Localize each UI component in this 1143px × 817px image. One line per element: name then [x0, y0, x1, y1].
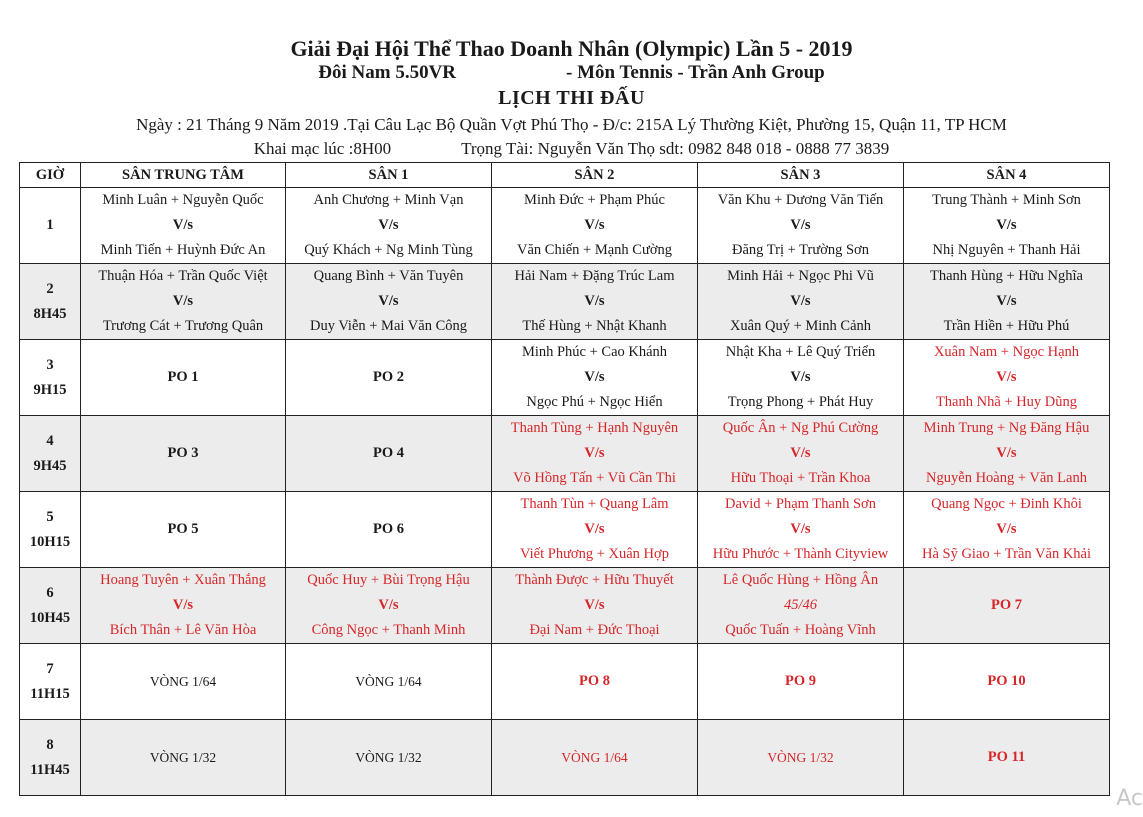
team-bottom: Quốc Tuấn + Hoàng Vĩnh — [725, 622, 876, 638]
team-top: Lê Quốc Hùng + Hồng Ân — [722, 572, 879, 588]
round-cell — [698, 720, 904, 796]
time-slot-cell — [20, 720, 81, 796]
table-row — [20, 644, 1110, 720]
event-category: Đôi Nam 5.50VR — [318, 62, 457, 83]
team-bottom: Trương Cát + Trương Quân — [102, 318, 264, 334]
slot-number: 4 — [46, 432, 54, 449]
match-cell — [698, 568, 904, 644]
time-slot-cell — [20, 492, 81, 568]
versus-label: V/s — [790, 369, 811, 385]
playoff-cell — [492, 644, 698, 720]
slot-time: 10H15 — [29, 533, 71, 550]
match-cell — [698, 340, 904, 416]
playoff-label: PO 11 — [987, 749, 1026, 765]
column-header-court-1: SÂN 1 — [286, 163, 492, 188]
column-header-center-court: SÂN TRUNG TÂM — [81, 163, 286, 188]
slot-time: 8H45 — [33, 305, 67, 322]
playoff-label: PO 6 — [372, 521, 404, 537]
versus-label: V/s — [584, 217, 605, 233]
match-cell — [492, 568, 698, 644]
team-top: Minh Phúc + Cao Khánh — [521, 344, 668, 360]
team-top: Hải Nam + Đặng Trúc Lam — [514, 268, 675, 284]
time-slot-cell — [20, 568, 81, 644]
team-top: Minh Luân + Nguyễn Quốc — [102, 192, 264, 208]
slot-time: 9H15 — [33, 381, 67, 398]
team-top: Thành Được + Hữu Thuyết — [515, 572, 674, 588]
match-cell — [81, 568, 286, 644]
slot-time: 11H15 — [30, 685, 70, 702]
match-cell — [492, 188, 698, 264]
round-cell — [286, 720, 492, 796]
versus-label: V/s — [996, 521, 1017, 537]
slot-number: 6 — [46, 584, 54, 601]
team-bottom: Bích Thân + Lê Văn Hòa — [109, 622, 257, 638]
playoff-cell — [904, 644, 1110, 720]
column-header-court-2: SÂN 2 — [492, 163, 698, 188]
sport-organizer: - Môn Tennis - Trần Anh Group — [566, 62, 825, 83]
round-label: VÒNG 1/32 — [355, 749, 422, 765]
versus-label: V/s — [378, 293, 399, 309]
team-top: Minh Đức + Phạm Phúc — [524, 192, 665, 208]
team-bottom: Thế Hùng + Nhật Khanh — [522, 318, 667, 334]
versus-label: V/s — [584, 369, 605, 385]
team-top: Thanh Tùn + Quang Lâm — [520, 496, 669, 512]
versus-label: V/s — [996, 293, 1017, 309]
team-bottom: Đại Nam + Đức Thoại — [529, 622, 660, 638]
team-top: Thanh Hùng + Hữu Nghĩa — [930, 268, 1083, 284]
playoff-cell — [904, 720, 1110, 796]
team-bottom: Hữu Phước + Thành Cityview — [712, 546, 889, 562]
team-bottom: Thanh Nhã + Huy Dũng — [935, 394, 1078, 410]
team-top: Quốc Ân + Ng Phú Cường — [722, 420, 879, 436]
playoff-cell — [81, 416, 286, 492]
table-row — [20, 264, 1110, 340]
match-cell — [286, 188, 492, 264]
team-top: Minh Hải + Ngọc Phi Vũ — [727, 268, 874, 284]
column-header-time: GIỜ — [20, 163, 81, 188]
time-slot-cell — [20, 340, 81, 416]
opening-time: Khai mạc lúc :8H00 — [253, 139, 392, 158]
table-header-row — [20, 163, 1110, 188]
playoff-cell — [698, 644, 904, 720]
team-bottom: Nguyễn Hoàng + Văn Lanh — [926, 470, 1087, 486]
time-slot-cell — [20, 188, 81, 264]
round-label: VÒNG 1/32 — [767, 749, 834, 765]
team-top: Quốc Huy + Bùi Trọng Hậu — [307, 572, 470, 588]
event-info: Ngày : 21 Tháng 9 Năm 2019 .Tại Câu Lạc Bộ Quần Vợt Phú Thọ - Đ/c: 215A Lý Thường Kiệt, Phường 15, Quận 11, TP HCM — [136, 115, 1007, 134]
match-cell — [904, 416, 1110, 492]
round-cell — [492, 720, 698, 796]
versus-label: V/s — [172, 217, 194, 233]
slot-time: 9H45 — [33, 457, 67, 474]
table-row — [20, 188, 1110, 264]
playoff-label: PO 10 — [987, 673, 1026, 689]
versus-label: V/s — [790, 445, 811, 461]
team-bottom: Võ Hồng Tấn + Vũ Cần Thi — [513, 470, 676, 486]
table-row — [20, 416, 1110, 492]
playoff-cell — [904, 568, 1110, 644]
match-cell — [492, 416, 698, 492]
playoff-label: PO 8 — [578, 673, 610, 689]
round-cell — [81, 644, 286, 720]
match-cell — [904, 188, 1110, 264]
team-bottom: Văn Chiến + Mạnh Cường — [517, 242, 672, 258]
playoff-label: PO 4 — [372, 445, 404, 461]
playoff-label: PO 2 — [372, 369, 404, 385]
team-bottom: Viết Phương + Xuân Hợp — [520, 546, 669, 562]
versus-label: V/s — [584, 293, 605, 309]
referee-info: Trọng Tài: Nguyễn Văn Thọ sdt: 0982 848 018 - 0888 77 3839 — [461, 139, 890, 158]
match-cell — [904, 264, 1110, 340]
match-cell — [698, 416, 904, 492]
team-bottom: Nhị Nguyên + Thanh Hải — [932, 242, 1081, 258]
match-cell — [81, 188, 286, 264]
table-row — [20, 568, 1110, 644]
match-cell — [286, 568, 492, 644]
team-top: Hoang Tuyên + Xuân Thắng — [100, 572, 266, 588]
schedule-heading: LỊCH THI ĐẤU — [498, 87, 645, 109]
playoff-cell — [81, 492, 286, 568]
match-cell — [286, 264, 492, 340]
slot-number: 7 — [46, 660, 54, 677]
playoff-label: PO 7 — [990, 597, 1022, 613]
slot-time: 11H45 — [30, 761, 70, 778]
match-score: 45/46 — [783, 597, 818, 613]
playoff-cell — [286, 340, 492, 416]
playoff-cell — [286, 492, 492, 568]
versus-label: V/s — [790, 217, 811, 233]
round-label: VÒNG 1/64 — [561, 749, 628, 765]
match-cell — [904, 492, 1110, 568]
team-bottom: Ngọc Phú + Ngọc Hiển — [526, 394, 663, 410]
team-bottom: Trọng Phong + Phát Huy — [727, 394, 874, 410]
versus-label: V/s — [378, 597, 399, 613]
match-cell — [492, 340, 698, 416]
versus-label: V/s — [996, 445, 1017, 461]
team-top: Quang Bình + Văn Tuyên — [313, 268, 464, 284]
time-slot-cell — [20, 644, 81, 720]
match-cell — [904, 340, 1110, 416]
team-top: Thanh Tùng + Hạnh Nguyên — [510, 420, 679, 436]
slot-number: 8 — [46, 736, 54, 753]
team-top: Văn Khu + Dương Văn Tiến — [717, 192, 884, 208]
team-top: David + Phạm Thanh Sơn — [725, 496, 876, 512]
team-bottom: Minh Tiến + Huỳnh Đức An — [100, 242, 266, 258]
team-bottom: Hữu Thoại + Trần Khoa — [730, 470, 871, 486]
table-row — [20, 492, 1110, 568]
round-cell — [286, 644, 492, 720]
slot-time: 10H45 — [29, 609, 71, 626]
slot-number: 3 — [46, 356, 54, 373]
slot-number: 2 — [46, 280, 54, 297]
match-cell — [698, 492, 904, 568]
versus-label: V/s — [584, 597, 605, 613]
time-slot-cell — [20, 416, 81, 492]
match-cell — [492, 492, 698, 568]
slot-number: 1 — [46, 217, 54, 233]
versus-label: V/s — [790, 521, 811, 537]
versus-label: V/s — [790, 293, 811, 309]
tournament-title: Giải Đại Hội Thể Thao Doanh Nhân (Olympic) Lần 5 - 2019 — [290, 36, 853, 61]
match-cell — [698, 264, 904, 340]
versus-label: V/s — [584, 521, 605, 537]
round-label: VÒNG 1/32 — [149, 749, 217, 765]
team-top: Anh Chương + Minh Vạn — [313, 192, 464, 208]
match-cell — [492, 264, 698, 340]
team-top: Nhật Kha + Lê Quý Triển — [725, 344, 876, 360]
team-bottom: Đăng Trị + Trường Sơn — [732, 242, 869, 258]
round-cell — [81, 720, 286, 796]
time-slot-cell — [20, 264, 81, 340]
round-label: VÒNG 1/64 — [149, 673, 217, 689]
team-top: Xuân Nam + Ngọc Hạnh — [933, 344, 1080, 360]
playoff-label: PO 9 — [784, 673, 816, 689]
team-bottom: Duy Viễn + Mai Văn Công — [309, 318, 467, 334]
slot-number: 5 — [46, 508, 54, 525]
team-top: Quang Ngọc + Đinh Khôi — [931, 496, 1082, 512]
corner-text: Ac — [1116, 786, 1143, 811]
versus-label: V/s — [996, 217, 1017, 233]
playoff-cell — [81, 340, 286, 416]
schedule-body — [20, 188, 1110, 796]
match-cell — [81, 264, 286, 340]
schedule-table — [19, 162, 1110, 796]
match-cell — [698, 188, 904, 264]
tournament-subtitle — [0, 62, 1143, 84]
team-bottom: Công Ngọc + Thanh Minh — [311, 622, 466, 638]
versus-label: V/s — [584, 445, 605, 461]
column-header-court-3: SÂN 3 — [698, 163, 904, 188]
team-bottom: Quý Khách + Ng Minh Tùng — [304, 242, 473, 258]
playoff-cell — [286, 416, 492, 492]
versus-label: V/s — [996, 369, 1017, 385]
versus-label: V/s — [172, 293, 194, 309]
team-bottom: Trần Hiền + Hữu Phú — [943, 318, 1070, 334]
team-top: Thuận Hóa + Trần Quốc Việt — [98, 268, 268, 284]
playoff-label: PO 3 — [167, 445, 199, 461]
round-label: VÒNG 1/64 — [355, 673, 422, 689]
team-bottom: Xuân Quý + Minh Cảnh — [729, 318, 872, 334]
opening-referee-line — [0, 139, 1143, 159]
team-top: Minh Trung + Ng Đăng Hậu — [923, 420, 1090, 436]
team-top: Trung Thành + Minh Sơn — [932, 192, 1081, 208]
playoff-label: PO 1 — [167, 369, 199, 385]
versus-label: V/s — [378, 217, 399, 233]
versus-label: V/s — [172, 597, 194, 613]
table-row — [20, 340, 1110, 416]
table-row — [20, 720, 1110, 796]
team-bottom: Hà Sỹ Giao + Trần Văn Khải — [921, 546, 1091, 562]
playoff-label: PO 5 — [167, 521, 199, 537]
column-header-court-4: SÂN 4 — [904, 163, 1110, 188]
